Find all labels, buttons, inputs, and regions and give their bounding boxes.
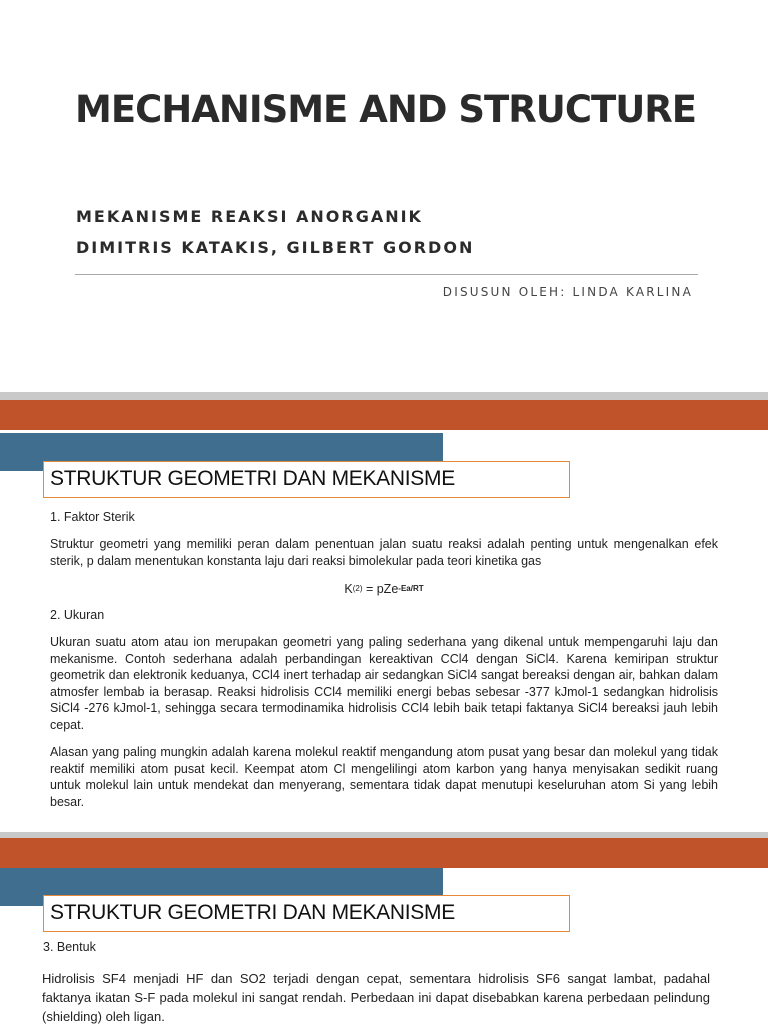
title-divider — [75, 274, 698, 275]
paragraph-bentuk: Hidrolisis SF4 menjadi HF dan SO2 terjadi dengan cepat, sementara hidrolisis SF6 sangat lambat, padahal faktanya ikatan S-F pada molekul ini sangat rendah. Perbedaan ini dapat disebabkan karena perbedaan pelindung (shielding) oleh ligan. — [42, 971, 710, 1024]
formula-exponent: -Ea/RT — [398, 584, 424, 593]
section-heading: STRUKTUR GEOMETRI DAN MEKANISME — [50, 467, 455, 490]
subtitle-authors: DIMITRIS KATAKIS, GILBERT GORDON — [76, 238, 475, 257]
section-heading-box — [43, 461, 570, 498]
title-slide — [0, 0, 768, 392]
formula-k: K — [344, 582, 353, 596]
section-title-bentuk: 3. Bentuk — [43, 940, 96, 954]
subtitle-book-title: MEKANISME REAKSI ANORGANIK — [76, 207, 423, 226]
content-slide-1 — [0, 392, 768, 832]
gray-band — [0, 392, 768, 400]
formula-body: = pZe — [362, 582, 399, 596]
orange-band — [0, 400, 768, 430]
orange-band — [0, 838, 768, 868]
paragraph-ukuran-2: Alasan yang paling mungkin adalah karena molekul reaktif mengandung atom pusat yang besar dan molekul yang tidak reaktif memiliki atom pusat kecil. Keempat atom Cl mengelilingi atom karbon yang hanya menyisakan sedikit ruang untuk molekul lain untuk mendekat dan menyerang, sementara tidak dapat menutupi keseluruhan atom Si yang lebih besar. — [50, 745, 718, 809]
paragraph-faktor-sterik: Struktur geometri yang memiliki peran dalam penentuan jalan suatu reaksi adalah penting untuk mengenalkan efek sterik, p dalam menentukan konstanta laju dari reaksi bimolekular pada teori kinetika gas — [50, 537, 718, 568]
section-title-faktor-sterik: 1. Faktor Sterik — [50, 510, 135, 524]
section-heading: STRUKTUR GEOMETRI DAN MEKANISME — [50, 901, 455, 924]
content-slide-2 — [0, 832, 768, 1024]
page-title: MECHANISME AND STRUCTURE — [75, 88, 697, 131]
section-title-ukuran: 2. Ukuran — [50, 608, 105, 622]
formula-k-superscript: (2) — [352, 584, 363, 593]
compiled-by: DISUSUN OLEH: LINDA KARLINA — [442, 285, 693, 299]
rate-formula — [50, 581, 718, 598]
paragraph-ukuran-1: Ukuran suatu atom atau ion merupakan geometri yang paling sederhana yang dikenal untuk mempengaruhi laju dan mekanisme. Contoh sederhana adalah perbandingan kereaktivan CCl4 dengan SiCl4. Karena kemiripan struktur geometrik dan elektronik keduanya, CCl4 inert terhadap air sedangkan SiCl4 sangat bereaksi dengan air, bahkan dalam atmosfer lembab ia berasap. Reaksi hidrolisis CCl4 memiliki energi bebas sebesar -377 kJmol-1 sedangkan hidrolisis SiCl4 -276 kJmol-1, sehingga secara termodinamika hidrolisis CCl4 lebih baik tetapi faktanya SiCl4 bereaksi jauh lebih cepat. — [50, 635, 718, 732]
section-heading-box — [43, 895, 570, 932]
